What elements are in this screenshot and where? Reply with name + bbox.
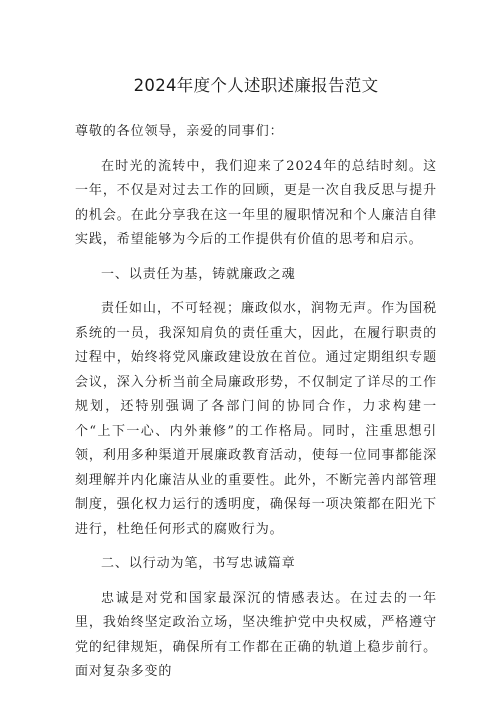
intro-paragraph: 在时光的流转中，我们迎来了2024年的总结时刻。这一年，不仅是对过去工作的回顾，更是一次自我反思与提升的机会。在此分享我在这一年里的履职情况和个人廉洁自律实践，希望能够为今后的工作提供有价值的思考和启示。 bbox=[75, 158, 437, 247]
section-heading-1: 一、以责任为基，铸就廉政之魂 bbox=[101, 266, 296, 282]
document-title: 2024年度个人述职述廉报告范文 bbox=[133, 76, 379, 95]
section-paragraph-2: 忠诚是对党和国家最深沉的情感表达。在过去的一年里，我始终坚定政治立场，坚决维护党中央权威，严格遵守党的纪律规矩，确保所有工作都在正确的轨道上稳步前行。面对复杂多变的 bbox=[75, 590, 437, 679]
section-heading-2: 二、以行动为笔，书写忠诚篇章 bbox=[101, 556, 296, 571]
section-paragraph-1: 责任如山，不可轻视；廉政似水，润物无声。作为国税系统的一员，我深知肩负的责任重大，因此，在履行职责的过程中，始终将党风廉政建设放在首位。通过定期组织专题会议，深入分析当前全局廉政形势，不仅制定了详尽的工作规划，还特别强调了各部门间的协同合作，力求构建一个“上下一心、内外兼修”的工作格局。同时，注重思想引领，利用多种渠道开展廉政教育活动，使每一位同事都能深刻理解并内化廉洁从业的重要性。此外，不断完善内部管理制度，强化权力运行的透明度，确保每一项决策都在阳光下进行，杜绝任何形式的腐败行为。 bbox=[75, 301, 437, 537]
greeting-line: 尊敬的各位领导，亲爱的同事们： bbox=[75, 124, 284, 139]
